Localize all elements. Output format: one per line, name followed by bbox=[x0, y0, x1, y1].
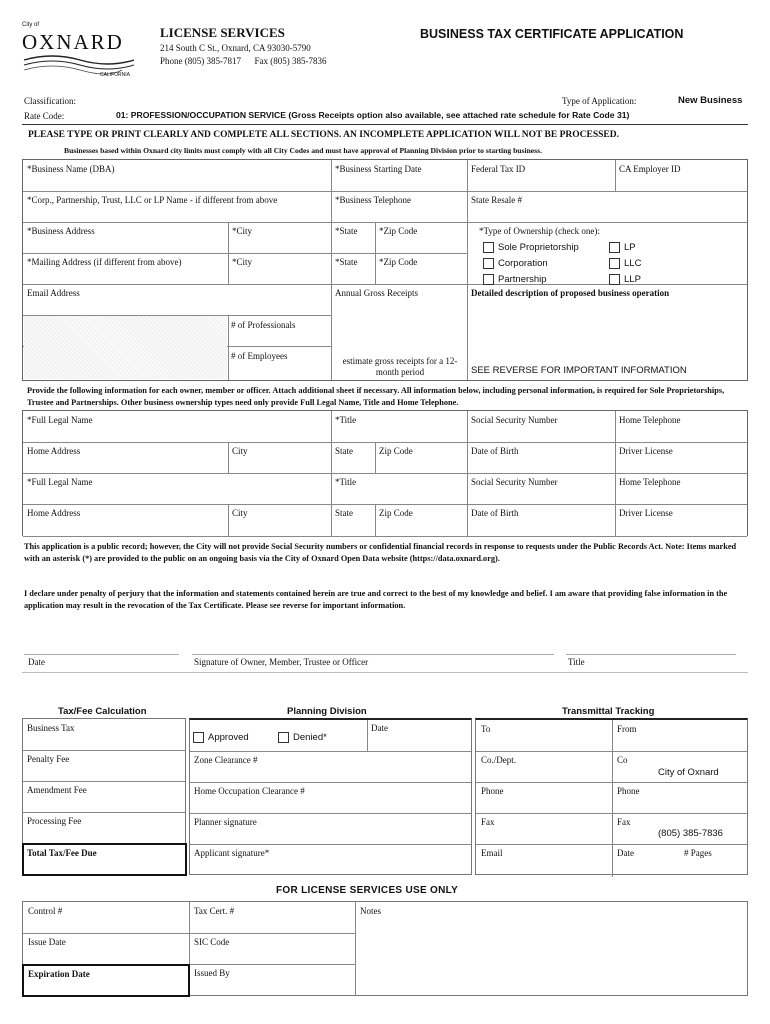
business-address-label: *Business Address bbox=[27, 226, 95, 236]
fax-value: (805) 385-7836 bbox=[658, 828, 723, 839]
amendment-fee-label: Amendment Fee bbox=[27, 785, 87, 795]
rate-code-label: Rate Code: bbox=[24, 111, 65, 121]
owner2-city-label: City bbox=[232, 508, 248, 518]
title-signature-line bbox=[566, 654, 736, 655]
state-resale-label: State Resale # bbox=[471, 195, 522, 205]
penalty-fee-label: Penalty Fee bbox=[27, 754, 70, 764]
logo-sub: CALIFORNIA bbox=[99, 72, 130, 78]
co-value: City of Oxnard bbox=[658, 767, 719, 778]
rate-code-value: 01: PROFESSION/OCCUPATION SERVICE (Gross Receipts option also available, see attached rate schedule for Rate Code 31) bbox=[116, 110, 630, 120]
business-telephone-label: *Business Telephone bbox=[335, 195, 411, 205]
owner2-home-address-label: Home Address bbox=[27, 508, 81, 518]
state-resale-field[interactable] bbox=[468, 206, 746, 221]
logo-word: OXNARD bbox=[22, 30, 124, 54]
signature-field[interactable] bbox=[192, 636, 554, 654]
control-number-label: Control # bbox=[28, 906, 63, 916]
planning-heading: Planning Division bbox=[287, 706, 367, 717]
license-use-heading: FOR LICENSE SERVICES USE ONLY bbox=[276, 885, 459, 896]
license-use-box bbox=[22, 901, 748, 996]
owner-instructions: Provide the following information for each owner, member or officer. Attach additional sheet if necessary. All information below, including personal information, is required for Sole Proprietorships, Trustee and Partnerships. Other business ownership types need only provide Full Legal Name, Title and Home Telephone. bbox=[27, 386, 725, 407]
planning-date-label: Date bbox=[371, 723, 388, 733]
zone-clearance-label: Zone Clearance # bbox=[194, 755, 258, 765]
type-of-application-label: Type of Application: bbox=[562, 96, 637, 106]
ownership-sole-proprietorship[interactable]: Sole Proprietorship bbox=[483, 240, 579, 255]
checkbox-icon[interactable] bbox=[483, 242, 494, 253]
mailing-state-label: *State bbox=[335, 257, 358, 267]
owner2-title-label: *Title bbox=[335, 477, 357, 487]
business-address-field[interactable] bbox=[24, 237, 227, 252]
email-address-field[interactable] bbox=[24, 299, 329, 314]
form-title: BUSINESS TAX CERTIFICATE APPLICATION bbox=[420, 27, 684, 41]
transmittal-from-label: From bbox=[617, 724, 637, 734]
type-of-application-value: New Business bbox=[678, 95, 743, 106]
notice-main: PLEASE TYPE OR PRINT CLEARLY AND COMPLETE ALL SECTIONS. AN INCOMPLETE APPLICATION WILL NOT BE PROCESSED. bbox=[28, 130, 619, 140]
business-telephone-field[interactable] bbox=[332, 206, 466, 221]
email-address-label: Email Address bbox=[27, 288, 80, 298]
ownership-type-label: *Type of Ownership (check one): bbox=[479, 226, 600, 236]
city-logo bbox=[22, 22, 134, 78]
business-city-field[interactable] bbox=[229, 237, 330, 252]
tax-cert-label: Tax Cert. # bbox=[194, 906, 235, 916]
owner1-name-label: *Full Legal Name bbox=[27, 415, 93, 425]
business-name-label: *Business Name (DBA) bbox=[27, 164, 115, 174]
transmittal-fax-label: Fax bbox=[481, 817, 495, 827]
transmittal-heading: Transmittal Tracking bbox=[562, 706, 655, 717]
owner1-city-label: City bbox=[232, 446, 248, 456]
denied-checkbox[interactable]: Denied* bbox=[278, 730, 327, 745]
ownership-llp[interactable]: LLP bbox=[609, 272, 641, 287]
perjury-declaration: I declare under penalty of perjury that the information and statements contained herein are true and correct to the best of my knowledge and belief. I am aware that providing false information in the application may result in the revocation of the Tax Certificate. Please see reverse for important information. bbox=[24, 589, 728, 610]
total-tax-fee-label: Total Tax/Fee Due bbox=[27, 848, 97, 858]
ownership-llc[interactable]: LLC bbox=[609, 256, 641, 271]
public-record-notice: This application is a public record; however, the City will not provide Social Security numbers or confidential financial records in response to requests under the Public Records Act. Note: Items marked with an asterisk (*) are provided to the public on an ongoing basis via the City of Oxnard Open Data website (https://data.oxnard.org). bbox=[24, 542, 737, 563]
transmittal-phone-label: Phone bbox=[481, 786, 504, 796]
owner2-zip-label: Zip Code bbox=[379, 508, 413, 518]
title-signature-field[interactable] bbox=[566, 636, 736, 654]
date-signature-field[interactable] bbox=[24, 636, 179, 654]
business-name-field[interactable] bbox=[24, 175, 329, 190]
owner1-name-field[interactable] bbox=[24, 426, 329, 441]
logo-wave-icon bbox=[22, 54, 134, 84]
checkbox-icon[interactable] bbox=[483, 258, 494, 269]
ownership-corporation[interactable]: Corporation bbox=[483, 256, 548, 271]
ca-employer-id-field[interactable] bbox=[616, 175, 746, 190]
transmittal-to-label: To bbox=[481, 724, 491, 734]
office-name: LICENSE SERVICES bbox=[160, 25, 285, 40]
corp-name-label: *Corp., Partnership, Trust, LLC or LP Name - if different from above bbox=[27, 195, 278, 205]
signature-line bbox=[192, 654, 554, 655]
owner1-home-phone-label: Home Telephone bbox=[619, 415, 681, 425]
owner2-dob-label: Date of Birth bbox=[471, 508, 519, 518]
tax-fee-heading: Tax/Fee Calculation bbox=[58, 706, 147, 717]
annual-gross-label: Annual Gross Receipts bbox=[335, 288, 418, 298]
owner2-name-label: *Full Legal Name bbox=[27, 477, 93, 487]
co-label: Co bbox=[617, 755, 628, 765]
office-address: 214 South C St., Oxnard, CA 93030-5790 bbox=[160, 43, 311, 53]
mailing-address-label: *Mailing Address (if different from above) bbox=[27, 257, 182, 267]
logo-city-small: City of bbox=[22, 22, 40, 28]
see-reverse-note: SEE REVERSE FOR IMPORTANT INFORMATION bbox=[471, 365, 687, 376]
business-tax-label: Business Tax bbox=[27, 723, 75, 733]
checkbox-icon[interactable] bbox=[609, 242, 620, 253]
corp-name-field[interactable] bbox=[24, 206, 329, 221]
business-starting-date-label: *Business Starting Date bbox=[335, 164, 422, 174]
classification-label: Classification: bbox=[24, 96, 76, 106]
description-label: Detailed description of proposed business operation bbox=[471, 288, 670, 298]
planning-box bbox=[189, 718, 472, 875]
expiration-date-label: Expiration Date bbox=[28, 969, 90, 979]
owner1-home-address-label: Home Address bbox=[27, 446, 81, 456]
date-signature-label: Date bbox=[28, 657, 45, 667]
home-occupation-label: Home Occupation Clearance # bbox=[194, 786, 305, 796]
federal-tax-id-label: Federal Tax ID bbox=[471, 164, 526, 174]
ca-employer-id-label: CA Employer ID bbox=[619, 164, 681, 174]
checkbox-icon[interactable] bbox=[483, 274, 494, 285]
transmittal-box bbox=[475, 718, 748, 875]
signature-label: Signature of Owner, Member, Trustee or Officer bbox=[194, 657, 369, 667]
approved-checkbox[interactable]: Approved bbox=[193, 730, 249, 745]
employees-label: # of Employees bbox=[231, 351, 288, 361]
transmittal-email-label: Email bbox=[481, 848, 503, 858]
business-city-label: *City bbox=[232, 226, 253, 236]
transmittal-date-label: Date bbox=[617, 848, 634, 858]
checkbox-icon[interactable] bbox=[193, 732, 204, 743]
checkbox-icon[interactable] bbox=[609, 258, 620, 269]
title-signature-label: Title bbox=[568, 657, 585, 667]
owner2-home-phone-label: Home Telephone bbox=[619, 477, 681, 487]
processing-fee-label: Processing Fee bbox=[27, 816, 82, 826]
estimate-note: estimate gross receipts for a 12-month period bbox=[342, 356, 458, 377]
federal-tax-id-field[interactable] bbox=[468, 175, 614, 190]
issued-by-label: Issued By bbox=[194, 968, 230, 978]
business-zip-label: *Zip Code bbox=[379, 226, 418, 236]
issue-date-label: Issue Date bbox=[28, 937, 66, 947]
owners-section bbox=[22, 410, 748, 536]
checkbox-icon[interactable] bbox=[609, 274, 620, 285]
description-field[interactable] bbox=[468, 300, 746, 360]
date-signature-line bbox=[24, 654, 179, 655]
tax-fee-box bbox=[22, 718, 186, 875]
transmittal-pages-label: # Pages bbox=[684, 848, 712, 858]
owner2-license-label: Driver License bbox=[619, 508, 673, 518]
annual-gross-field[interactable] bbox=[332, 300, 466, 350]
owner1-zip-label: Zip Code bbox=[379, 446, 413, 456]
professionals-label: # of Professionals bbox=[231, 320, 296, 330]
owner1-title-label: *Title bbox=[335, 415, 357, 425]
owner1-state-label: State bbox=[335, 446, 353, 456]
declaration-bottom-rule bbox=[22, 672, 748, 673]
classification-divider bbox=[22, 124, 748, 125]
owner1-dob-label: Date of Birth bbox=[471, 446, 519, 456]
ownership-lp[interactable]: LP bbox=[609, 240, 636, 255]
transmittal-fax-from-label: Fax bbox=[617, 817, 631, 827]
owner2-ssn-label: Social Security Number bbox=[471, 477, 558, 487]
checkbox-icon[interactable] bbox=[278, 732, 289, 743]
sic-code-label: SIC Code bbox=[194, 937, 230, 947]
mailing-zip-label: *Zip Code bbox=[379, 257, 418, 267]
notice-sub: Businesses based within Oxnard city limits must comply with all City Codes and must have approval of Planning Division prior to starting business. bbox=[64, 146, 542, 155]
owner1-license-label: Driver License bbox=[619, 446, 673, 456]
office-phone-fax: Phone (805) 385-7817 Fax (805) 385-7836 bbox=[160, 56, 327, 66]
transmittal-phone-from-label: Phone bbox=[617, 786, 640, 796]
business-section bbox=[22, 159, 748, 381]
planner-signature-label: Planner signature bbox=[194, 817, 257, 827]
applicant-signature-label: Applicant signature* bbox=[194, 848, 270, 858]
owner2-state-label: State bbox=[335, 508, 353, 518]
owner1-ssn-label: Social Security Number bbox=[471, 415, 558, 425]
ownership-partnership[interactable]: Partnership bbox=[483, 272, 547, 287]
mailing-address-field[interactable] bbox=[24, 268, 227, 283]
business-state-label: *State bbox=[335, 226, 358, 236]
mailing-city-label: *City bbox=[232, 257, 253, 267]
notes-label: Notes bbox=[360, 906, 381, 916]
co-dept-label: Co./Dept. bbox=[481, 755, 516, 765]
business-starting-date-field[interactable] bbox=[332, 175, 466, 190]
